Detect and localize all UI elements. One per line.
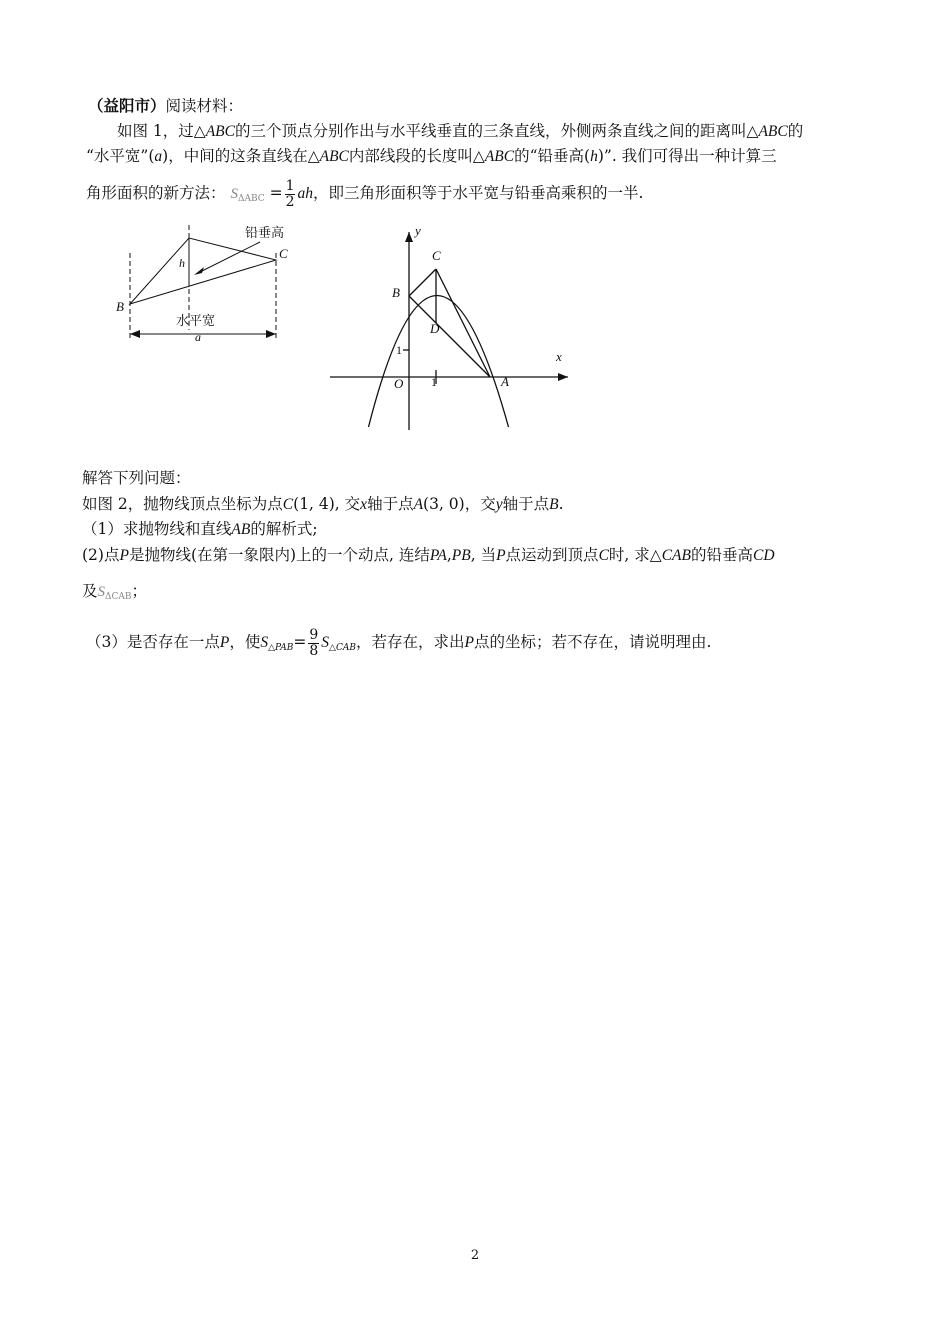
label-shuipingkuan: 水平宽: [176, 313, 216, 328]
var-abc: ABC: [205, 123, 235, 140]
text: ,: [446, 546, 452, 564]
label-a: a: [195, 330, 201, 344]
text: 解答下列问题：: [82, 469, 191, 487]
formula-s: S: [260, 634, 269, 651]
para1-line2: [86, 146, 777, 167]
formula-s: S: [97, 584, 106, 600]
y-arrow-head: [405, 232, 413, 242]
questions-intro: [82, 468, 191, 488]
label-y: y: [415, 223, 421, 238]
formula-s: S: [230, 186, 238, 202]
text: 的: [787, 122, 804, 140]
text: 轴于点: [502, 495, 550, 513]
para1-line3: [86, 176, 643, 216]
label-c: C: [432, 248, 441, 263]
width-arrow-right-head: [266, 330, 276, 338]
parabola: [369, 296, 509, 428]
text: ，若存在，求出: [355, 633, 465, 651]
text: 如图 1，过△: [117, 122, 206, 140]
formula-s-sub: ΔABC: [237, 194, 265, 204]
label-d: D: [430, 321, 440, 336]
question-1: [82, 519, 318, 540]
var-ab: AB: [231, 521, 251, 538]
label-b: B: [116, 299, 124, 314]
text: 是抛物线(在第一象限内)上的一个动点, 连结: [128, 546, 430, 564]
question-2-line2: [82, 581, 147, 607]
question-2-line1: [82, 545, 775, 566]
var-abc: ABC: [484, 148, 515, 165]
width-arrow-left-head: [130, 330, 140, 338]
var-abc: ABC: [319, 148, 349, 165]
text: “水平宽”(: [86, 147, 155, 165]
label-origin: O: [394, 376, 404, 391]
var-a: a: [154, 148, 163, 165]
label-b: B: [392, 285, 400, 300]
question-stem: [82, 494, 564, 515]
var-cab: CAB: [661, 547, 691, 564]
var-abc: ABC: [758, 123, 788, 140]
text: (2)点: [82, 546, 120, 564]
text: 的铅垂高: [690, 546, 753, 564]
formula-s: S: [321, 634, 330, 651]
text: )，中间的这条直线在△: [162, 147, 320, 165]
formula-s-sub: ΔCAB: [105, 592, 132, 602]
text: 及: [82, 582, 98, 600]
var-x: x: [360, 496, 368, 513]
text: 的“铅垂高(: [514, 147, 591, 165]
figure-2: [325, 222, 575, 432]
text: （3）是否存在一点: [86, 633, 220, 651]
var-p: P: [219, 634, 230, 651]
header-line: [88, 96, 243, 116]
source-label: （益阳市）: [88, 96, 166, 115]
var-h: h: [590, 148, 598, 165]
label-c: C: [279, 246, 288, 261]
text: (1, 4), 交: [293, 495, 361, 513]
text: 点运动到顶点: [505, 546, 599, 564]
header-title: 阅读材料：: [165, 97, 244, 115]
fraction-nine-eighths: [308, 628, 319, 659]
text: 点的坐标；若不存在，请说明理由.: [473, 633, 712, 651]
text: 内部线段的长度叫△: [348, 147, 485, 165]
label-1-x: 1: [431, 375, 437, 389]
var-b: B: [549, 496, 559, 513]
text: 的三个顶点分别作出与水平线垂直的三条直线，外侧两条直线之间的距离叫△: [235, 122, 759, 140]
label-1-y: 1: [396, 343, 402, 357]
label-x: x: [556, 349, 562, 364]
var-c: C: [598, 547, 609, 564]
var-p: P: [464, 634, 474, 651]
text: 角形面积的新方法：: [86, 184, 226, 202]
label-qianchuigao: 铅垂高: [245, 225, 285, 240]
var-y: y: [495, 496, 503, 513]
text: （1）求抛物线和直线: [82, 520, 232, 538]
text: 的解析式;: [250, 520, 318, 538]
var-p: P: [496, 547, 506, 564]
formula-s-sub-cab: △CAB: [329, 643, 356, 653]
page-number: 2: [470, 1248, 480, 1263]
label-a: A: [501, 374, 509, 389]
segment-bc: [409, 269, 436, 296]
segment-ba: [409, 296, 490, 377]
text: ，即三角形面积等于水平宽与铅垂高乘积的一半.: [312, 184, 644, 202]
label-h: h: [179, 256, 185, 270]
var-pa: PA: [429, 547, 447, 564]
text: ，使: [229, 633, 261, 651]
text: 时, 求△: [608, 546, 662, 564]
var-p: P: [119, 547, 129, 564]
frac-den: 8: [309, 642, 319, 659]
formula-eq: =: [269, 184, 283, 202]
formula-ah: ah: [297, 185, 313, 202]
text: .: [558, 495, 564, 513]
para1-line1: [117, 121, 803, 142]
formula-eq: =: [293, 633, 307, 651]
text: )”. 我们可得出一种计算三: [597, 147, 777, 165]
var-a: A: [413, 496, 424, 513]
frac-num: 1: [285, 177, 295, 194]
text: , 当: [470, 546, 497, 564]
text: ；: [131, 582, 148, 600]
var-cd: CD: [752, 547, 775, 564]
text: 如图 2，抛物线顶点坐标为点: [82, 495, 283, 513]
label-arrow-head: [194, 267, 204, 275]
segment-ca: [436, 269, 490, 377]
var-c: C: [282, 496, 294, 513]
question-3: [86, 625, 711, 665]
formula-s-sub-pab: △PAB: [268, 643, 294, 653]
x-arrow-head: [558, 373, 568, 381]
text: (3, 0)，交: [423, 495, 496, 513]
frac-num: 9: [309, 626, 319, 643]
figure-1: [108, 220, 308, 350]
var-pb: PB: [451, 547, 471, 564]
frac-den: 2: [285, 193, 295, 210]
text: 轴于点: [367, 495, 414, 513]
fraction-half: [285, 179, 296, 210]
